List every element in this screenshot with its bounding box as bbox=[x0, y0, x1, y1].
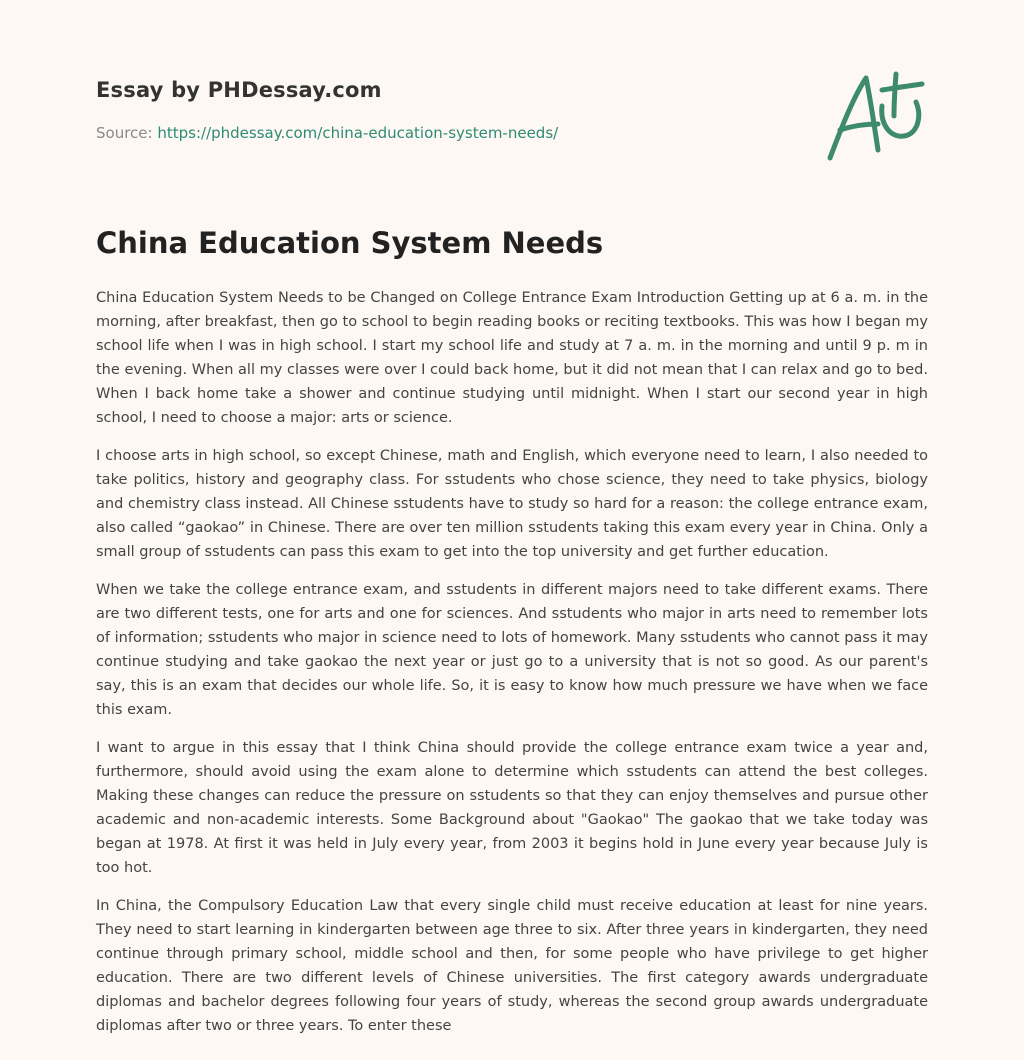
essay-paragraph: I choose arts in high school, so except Chinese, math and English, which everyone need to learn, I also needed to take politics, history and geography class. For sstudents who chose science, they need to take physics, biology and chemistry class instead. All Chinese sstudents have to study so hard for a reason: the college entrance exam, also called “gaokao” in Chinese. There are over ten million sstudents taking this exam every year in China. Only a small group of sstudents can pass this exam to get into the top university and get further education. bbox=[96, 448, 928, 560]
page-title: China Education System Needs bbox=[96, 226, 604, 260]
essay-paragraph: China Education System Needs to be Changed on College Entrance Exam Introduction Getting up at 6 a. m. in the morning, after breakfast, then go to school to begin reading books or reciting textbooks. This was how I began my school life when I was in high school. I start my school life and study at 7 a. m. in the morning and until 9 p. m in the evening. When all my classes were over I could back home, but it did not mean that I can relax and go to bed. When I back home take a shower and continue studying until midnight. When I start our second year in high school, I need to choose a major: arts or science. bbox=[96, 290, 928, 426]
source-link[interactable]: https://phdessay.com/china-education-system-needs/ bbox=[157, 124, 559, 142]
site-brand: Essay by PHDessay.com bbox=[96, 78, 382, 102]
essay-body bbox=[96, 286, 928, 1052]
source-line bbox=[96, 124, 558, 142]
source-label: Source: bbox=[96, 124, 153, 142]
essay-paragraph: When we take the college entrance exam, and sstudents in different majors need to take different exams. There are two different tests, one for arts and one for sciences. And sstudents who major in arts need to remember lots of information; sstudents who major in science need to lots of homework. Many sstudents who cannot pass it may continue studying and take gaokao the next year or just go to a university that is not so good. As our parent's say, this is an exam that decides our whole life. So, it is easy to know how much pressure we have when we face this exam. bbox=[96, 582, 928, 718]
essay-paragraph: In China, the Compulsory Education Law that every single child must receive education at least for nine years. They need to start learning in kindergarten between age three to six. After three years in kindergarten, they need continue through primary school, middle school and then, for some people who have privilege to get higher education. There are two different levels of Chinese universities. The first category awards undergraduate diplomas and bachelor degrees following four years of study, whereas the second group awards undergraduate diplomas after two or three years. To enter these bbox=[96, 898, 928, 1034]
a-plus-logo-icon bbox=[824, 66, 928, 166]
essay-paragraph: I want to argue in this essay that I think China should provide the college entrance exam twice a year and, furthermore, should avoid using the exam alone to determine which sstudents can attend the best colleges. Making these changes can reduce the pressure on sstudents so that they can enjoy themselves and pursue other academic and non-academic interests. Some Background about "Gaokao" The gaokao that we take today was began at 1978. At first it was held in July every year, from 2003 it begins hold in June every year because July is too hot. bbox=[96, 740, 928, 876]
